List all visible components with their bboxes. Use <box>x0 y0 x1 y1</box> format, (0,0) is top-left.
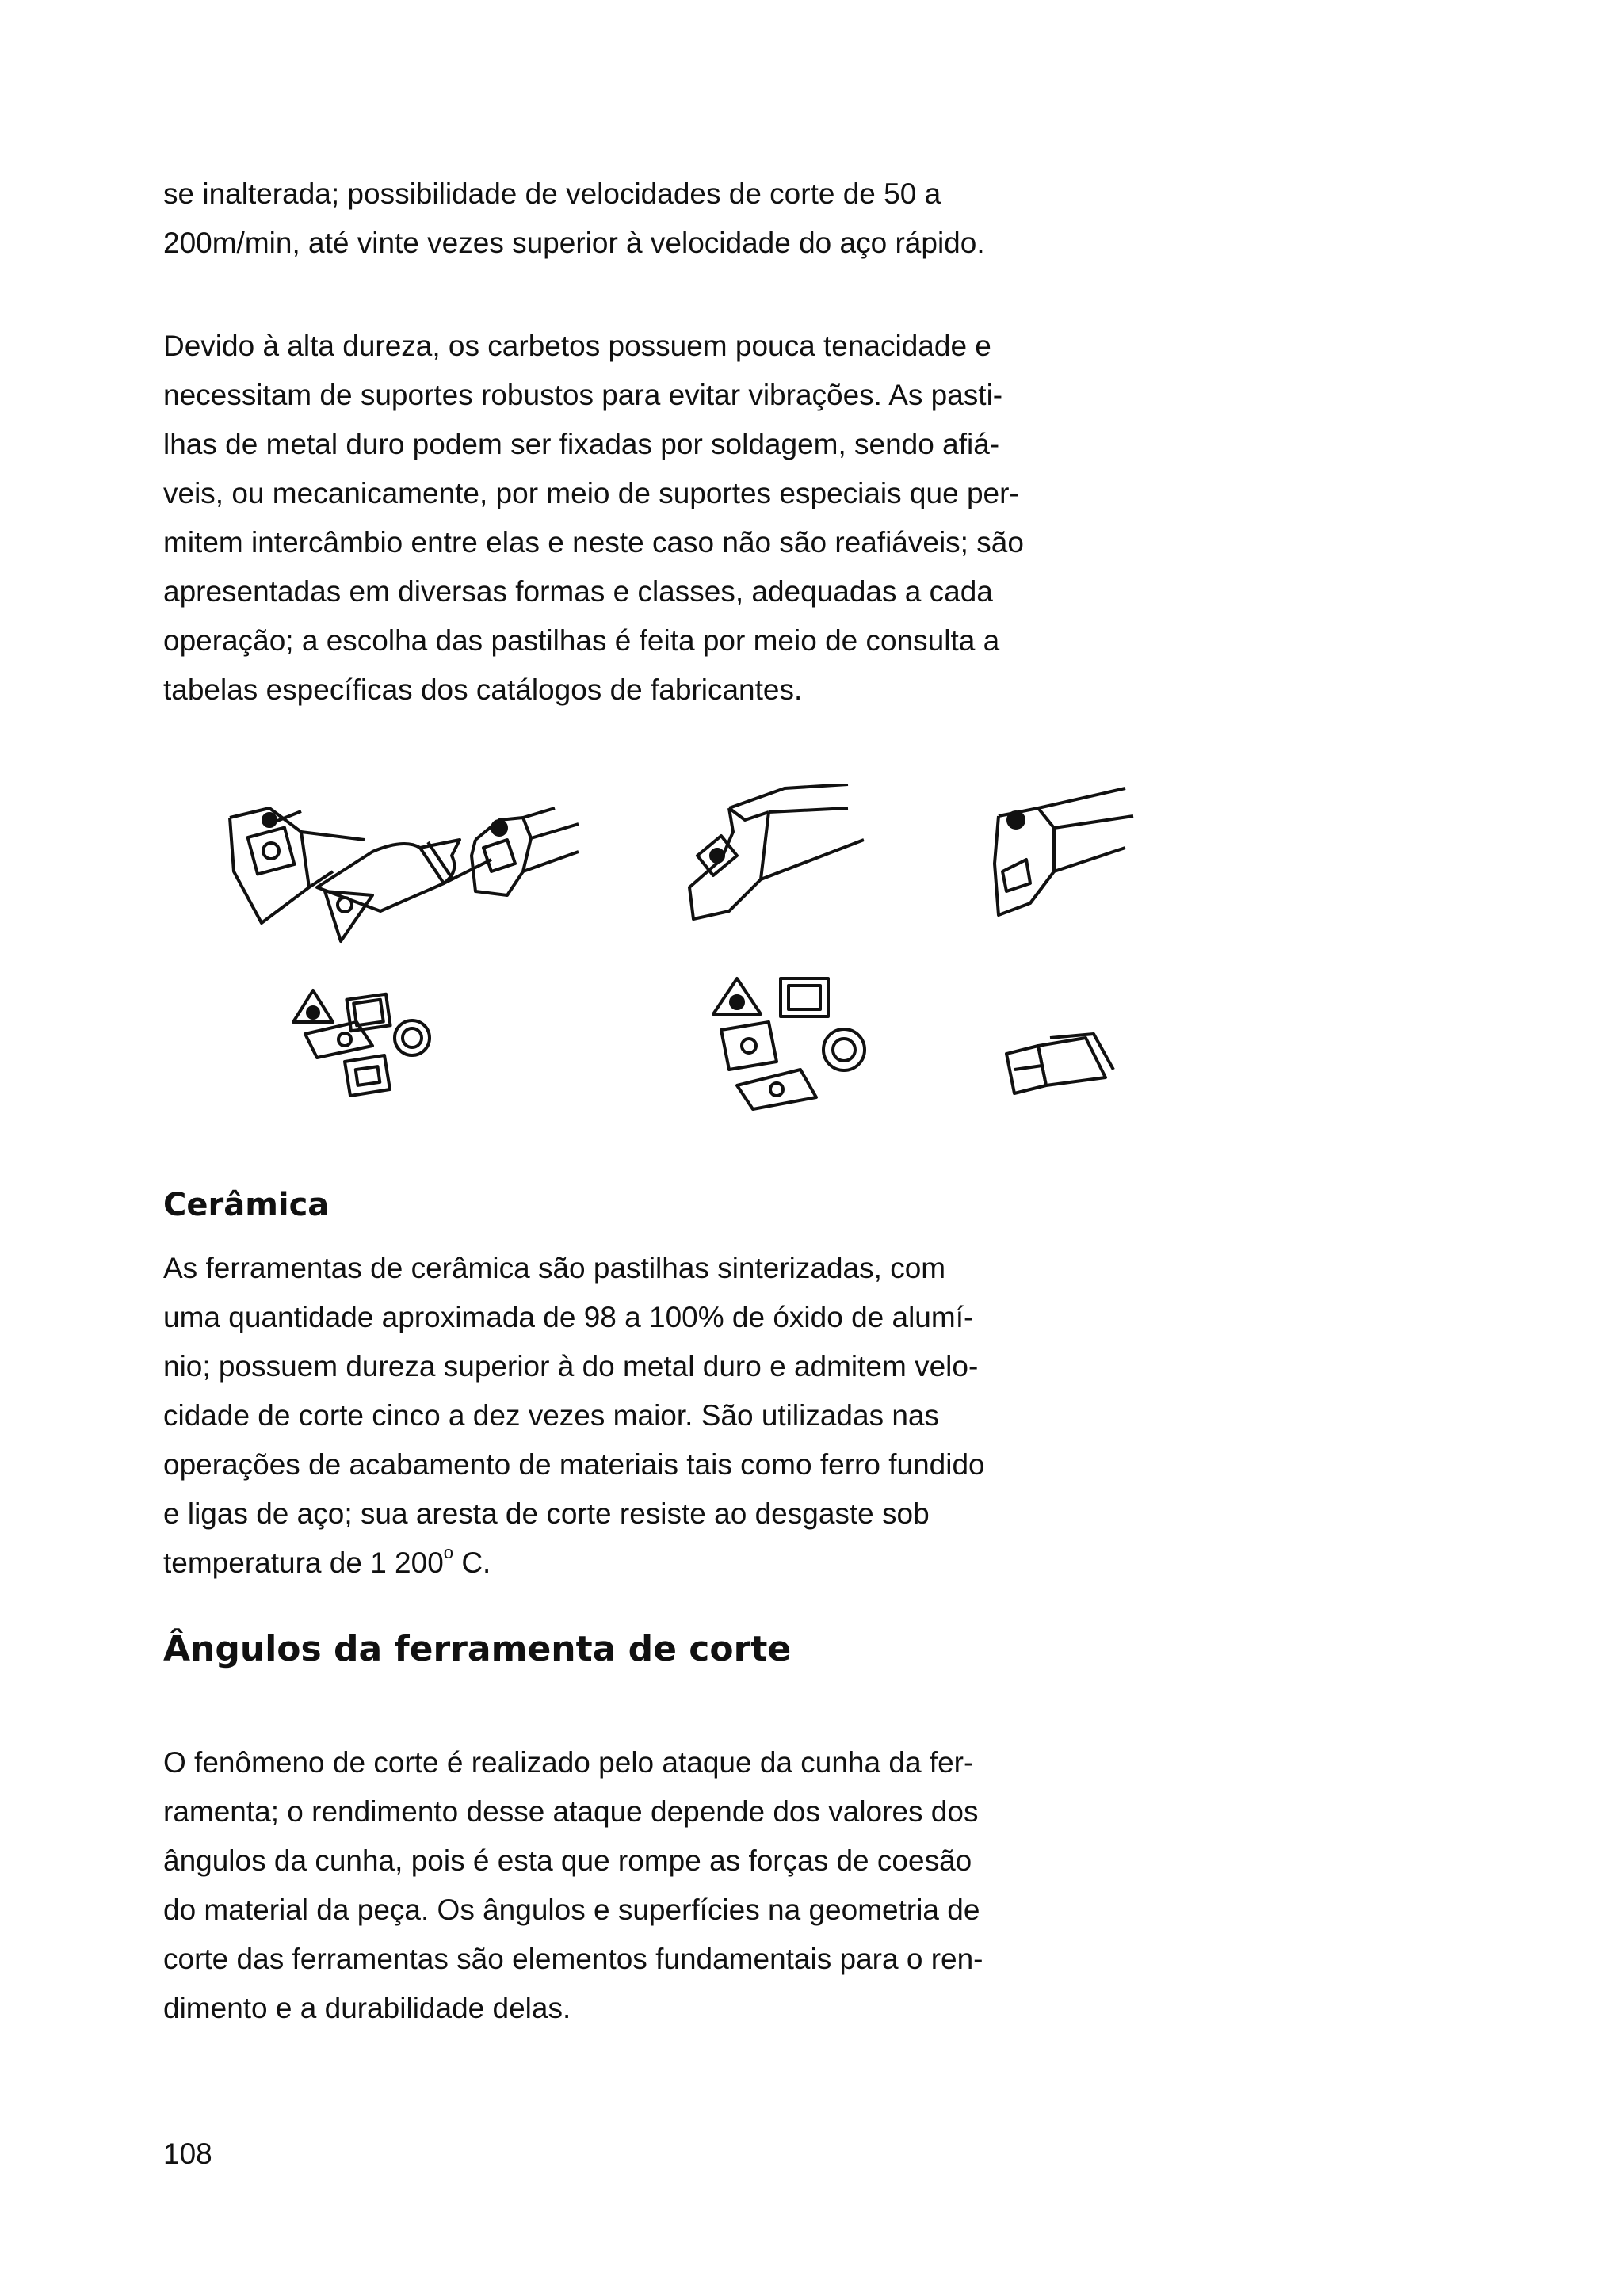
heading-ceramica: Cerâmica <box>163 1187 330 1223</box>
tool-holder-triangle-insert-icon <box>317 840 491 941</box>
angulos-line-6: dimento e a durabilidade delas. <box>163 1992 571 2024</box>
ceramica-line-7-text: temperatura de 1 200 <box>163 1547 444 1579</box>
heading-angulos: Ângulos da ferramenta de corte <box>163 1629 792 1669</box>
ceramica-line-5: operações de acabamento de materiais tais como ferro fundido <box>163 1448 985 1481</box>
paragraph-2-line-4: veis, ou mecanicamente, por meio de suportes especiais que per- <box>163 477 1019 509</box>
ceramica-line-7 <box>163 1539 491 1592</box>
inserts-pile-right-icon <box>1006 1034 1113 1093</box>
angulos-line-2: ramenta; o rendimento desse ataque depende dos valores dos <box>163 1795 979 1828</box>
inserts-pile-center-icon <box>713 978 865 1109</box>
carbide-insert-tool-holders-illustration <box>214 784 1165 1117</box>
ceramica-line-6: e ligas de aço; sua aresta de corte resiste ao desgaste sob <box>163 1497 930 1530</box>
angulos-line-4: do material da peça. Os ângulos e superfícies na geometria de <box>163 1894 980 1926</box>
tool-holder-rhombic-insert-icon <box>472 808 579 895</box>
ceramica-line-4: cidade de corte cinco a dez vezes maior. São utilizadas nas <box>163 1399 940 1432</box>
inserts-pile-left-icon <box>293 990 430 1096</box>
tool-holder-right-icon <box>995 788 1133 915</box>
degree-mark: o <box>443 1543 454 1562</box>
paragraph-2-line-5: mitem intercâmbio entre elas e neste caso não são reafiáveis; são <box>163 526 1024 559</box>
paragraph-2-line-8: tabelas específicas dos catálogos de fabricantes. <box>163 673 803 706</box>
ceramica-line-7-unit: C. <box>453 1547 491 1579</box>
page-number: 108 <box>163 2138 212 2170</box>
ceramica-line-2: uma quantidade aproximada de 98 a 100% de óxido de alumí- <box>163 1301 974 1333</box>
ceramica-line-1: As ferramentas de cerâmica são pastilhas sinterizadas, com <box>163 1252 946 1284</box>
angulos-line-3: ângulos da cunha, pois é esta que rompe as forças de coesão <box>163 1844 972 1877</box>
angulos-line-5: corte das ferramentas são elementos fundamentais para o ren- <box>163 1943 983 1975</box>
paragraph-2-line-2: necessitam de suportes robustos para evitar vibrações. As pasti- <box>163 379 1003 411</box>
paragraph-1-line-1: se inalterada; possibilidade de velocidades de corte de 50 a <box>163 177 941 210</box>
paragraph-2-line-3: lhas de metal duro podem ser fixadas por soldagem, sendo afiá- <box>163 428 1000 460</box>
angulos-line-1: O fenômeno de corte é realizado pelo ataque da cunha da fer- <box>163 1746 974 1779</box>
paragraph-1-line-2: 200m/min, até vinte vezes superior à velocidade do aço rápido. <box>163 227 985 259</box>
tool-holder-center-icon <box>689 784 864 919</box>
paragraph-2-line-6: apresentadas em diversas formas e classes, adequadas a cada <box>163 575 993 608</box>
paragraph-2-line-7: operação; a escolha das pastilhas é feita por meio de consulta a <box>163 624 1000 657</box>
ceramica-line-3: nio; possuem dureza superior à do metal duro e admitem velo- <box>163 1350 979 1383</box>
paragraph-2-line-1: Devido à alta dureza, os carbetos possuem pouca tenacidade e <box>163 330 991 362</box>
